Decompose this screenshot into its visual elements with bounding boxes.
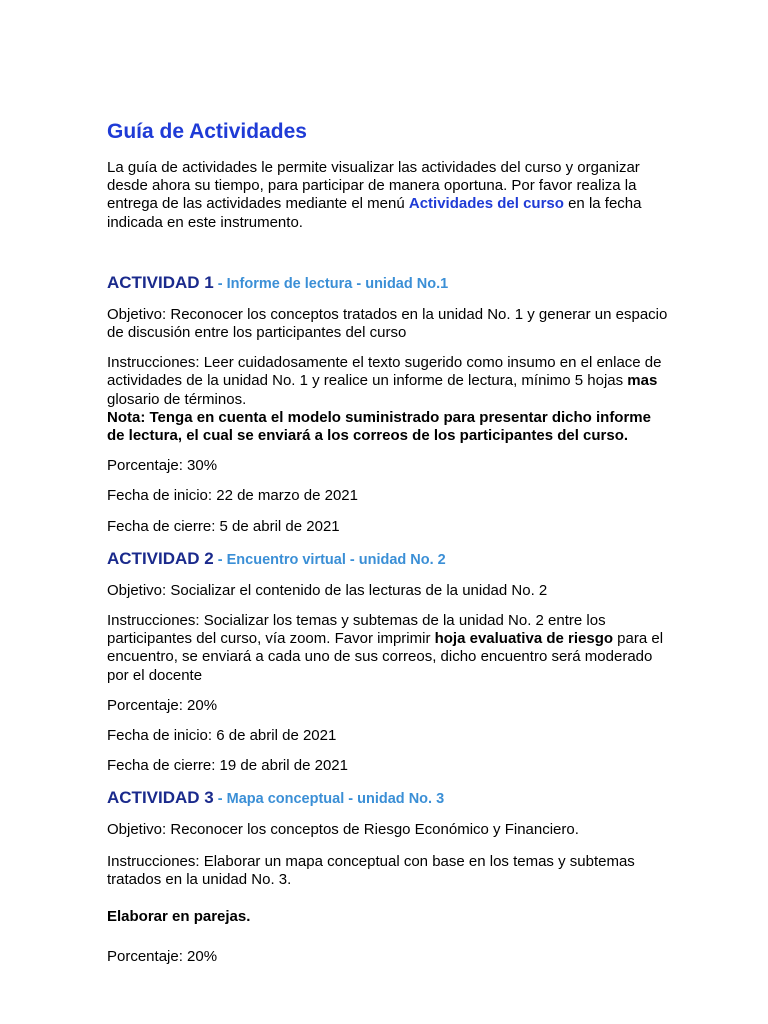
activity-1-instructions-after: glosario de términos. — [107, 390, 247, 408]
activity-1-note-text: Nota: Tenga en cuenta el modelo suministrado para presentar dicho informe de lectura, el cual se enviará a los correos de los participantes del curso. — [107, 408, 651, 445]
activity-2-instructions-bold: hoja evaluativa de riesgo — [434, 630, 614, 648]
activity-1-instructions-before: Instrucciones: Leer cuidadosamente el texto sugerido como insumo en el enlace de actividades de la unidad No. 1 y realice un informe de lectura, mínimo 5 hojas — [107, 354, 662, 390]
activity-1-percentage: Porcentaje: 30% — [107, 457, 218, 475]
activity-2-label: ACTIVIDAD 2 — [107, 548, 214, 568]
activity-1-label: ACTIVIDAD 1 — [107, 272, 214, 292]
activity-1-objective: Objetivo: Reconocer los conceptos tratados en la unidad No. 1 y generar un espacio de discusión entre los participantes del curso — [107, 305, 668, 342]
activity-2 — [107, 548, 668, 776]
activity-3-heading — [107, 787, 668, 810]
activity-2-instructions — [107, 612, 668, 685]
activity-1-heading — [107, 272, 668, 295]
activity-3-instructions: Instrucciones: Elaborar un mapa conceptual con base en los temas y subtemas tratados en la unidad No. 3. — [107, 852, 635, 888]
activity-2-objective: Objetivo: Socializar el contenido de las lecturas de la unidad No. 2 — [107, 581, 548, 599]
activity-3 — [107, 787, 668, 966]
activity-3-note-text: Elaborar en parejas. — [107, 908, 251, 926]
activity-2-percentage: Porcentaje: 20% — [107, 696, 218, 714]
page-title: Guía de Actividades — [107, 120, 307, 143]
activity-2-end-date: Fecha de cierre: 19 de abril de 2021 — [107, 757, 348, 775]
activity-3-note — [107, 908, 668, 926]
activity-1-end-date: Fecha de cierre: 5 de abril de 2021 — [107, 517, 340, 535]
intro-paragraph — [107, 159, 668, 232]
activity-2-heading — [107, 548, 668, 571]
intro-text-after: en la fecha indicada en este instrumento. — [107, 195, 642, 231]
activity-3-objective: Objetivo: Reconocer los conceptos de Riesgo Económico y Financiero. — [107, 821, 579, 839]
activity-1-instructions-bold: mas — [627, 372, 658, 390]
activity-1-note — [107, 409, 668, 445]
activity-2-instructions-after: para el encuentro, se enviará a cada uno de sus correos, dicho encuentro será moderado por el docente — [107, 630, 664, 684]
activity-1 — [107, 272, 668, 536]
intro-text-before: La guía de actividades le permite visualizar las actividades del curso y organizar desde ahora su tiempo, para participar de manera oportuna. Por favor realiza la entrega de las actividades mediante el menú — [107, 159, 640, 213]
activity-1-instructions — [107, 354, 668, 409]
activity-2-instructions-before: Instrucciones: Socializar los temas y subtemas de la unidad No. 2 entre los participantes del curso, vía zoom. Favor imprimir — [107, 612, 606, 648]
activity-3-percentage: Porcentaje: 20% — [107, 948, 218, 966]
activity-2-start-date: Fecha de inicio: 6 de abril de 2021 — [107, 727, 337, 745]
activity-1-subtitle: - Informe de lectura - unidad No.1 — [213, 275, 449, 292]
activity-3-label: ACTIVIDAD 3 — [107, 788, 214, 808]
activity-2-subtitle: - Encuentro virtual - unidad No. 2 — [213, 551, 446, 568]
activity-1-start-date: Fecha de inicio: 22 de marzo de 2021 — [107, 487, 358, 505]
activities-menu-link[interactable]: Actividades del curso — [408, 195, 564, 213]
activity-3-subtitle: - Mapa conceptual - unidad No. 3 — [213, 791, 445, 808]
